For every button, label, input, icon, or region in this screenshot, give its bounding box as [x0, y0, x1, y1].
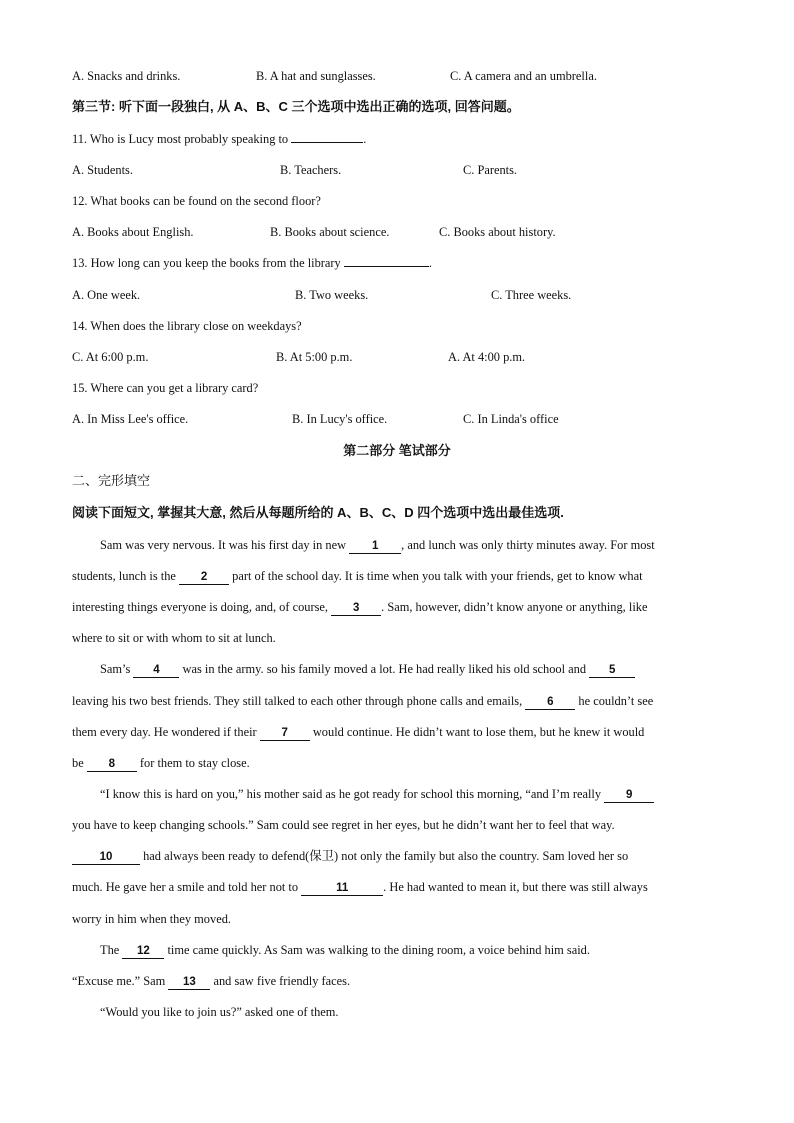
passage-text: , and lunch was only thirty minutes away. For most	[401, 538, 655, 552]
part2-title: 第二部分 笔试部分	[343, 443, 451, 458]
passage-line	[72, 755, 250, 772]
passage-text: time came quickly. As Sam was walking to the dining room, a voice behind him said.	[167, 943, 590, 957]
passage-text: Sam was very nervous. It was his first day in new	[100, 538, 347, 552]
passage-text: had always been ready to defend(保卫) not only the family but also the country. Sam loved her so	[143, 849, 629, 863]
cloze-blank-9: 9	[604, 789, 654, 803]
cloze-blank-12: 12	[122, 945, 164, 959]
q12-option-b: B. Books about science.	[270, 225, 390, 239]
q15-option-c: C. In Linda's office	[463, 412, 559, 426]
passage-line: “Would you like to join us?” asked one of them.	[100, 1005, 339, 1019]
passage-text: . Sam, however, didn’t know anyone or anything, like	[381, 600, 648, 614]
passage-text: he couldn’t see	[578, 694, 654, 708]
passage-text: The	[100, 943, 120, 957]
q13-option-a: A. One week.	[72, 288, 141, 302]
question-14: 14. When does the library close on weekdays?	[72, 319, 302, 333]
cloze-blank-8: 8	[87, 758, 137, 772]
q15-option-a: A. In Miss Lee's office.	[72, 412, 189, 426]
answer-blank	[291, 131, 363, 143]
passage-text: and saw five friendly faces.	[213, 974, 351, 988]
passage-line: worry in him when they moved.	[72, 912, 231, 926]
passage-line	[72, 724, 644, 741]
q15-option-b: B. In Lucy's office.	[292, 412, 388, 426]
passage-text: for them to stay close.	[139, 756, 250, 770]
cloze-blank-2: 2	[179, 571, 229, 585]
q13-option-c: C. Three weeks.	[491, 288, 572, 302]
section2-heading: 二、完形填空	[72, 474, 151, 489]
cloze-blank-5: 5	[589, 664, 635, 678]
q13-option-b: B. Two weeks.	[295, 288, 369, 302]
passage-line	[100, 537, 655, 554]
cloze-blank-10: 10	[72, 851, 140, 865]
passage-line	[72, 973, 350, 990]
passage-line	[100, 661, 635, 678]
question-15: 15. Where can you get a library card?	[72, 381, 259, 395]
passage-text: leaving his two best friends. They still talked to each other through phone calls and emails,	[72, 694, 523, 708]
question-11	[72, 131, 366, 147]
passage-text: students, lunch is the	[72, 569, 176, 583]
question-stem: 13. How long can you keep the books from the library	[72, 256, 341, 270]
passage-line	[72, 568, 643, 585]
q10-option-b: B. A hat and sunglasses.	[256, 69, 376, 83]
cloze-blank-11: 11	[301, 882, 383, 896]
cloze-instruction: 阅读下面短文, 掌握其大意, 然后从每题所给的 A、B、C、D 四个选项中选出最佳选项.	[72, 505, 564, 520]
question-12: 12. What books can be found on the second floor?	[72, 194, 321, 208]
cloze-blank-13: 13	[168, 976, 210, 990]
passage-line	[100, 786, 654, 803]
passage-line	[72, 848, 628, 865]
passage-text: . He had wanted to mean it, but there was still always	[383, 880, 648, 894]
passage-text: would continue. He didn’t want to lose them, but he knew it would	[312, 725, 645, 739]
passage-text: “I know this is hard on you,” his mother said as he got ready for school this morning, “and I’m really	[100, 787, 602, 801]
q11-option-c: C. Parents.	[463, 163, 518, 177]
q10-option-a: A. Snacks and drinks.	[72, 69, 181, 83]
answer-blank	[344, 255, 429, 267]
passage-line: you have to keep changing schools.” Sam could see regret in her eyes, but he didn’t want her to feel that way.	[72, 818, 615, 832]
question-13	[72, 255, 432, 271]
question-suffix: .	[363, 132, 367, 146]
cloze-blank-1: 1	[349, 540, 401, 554]
passage-text: was in the army. so his family moved a lot. He had really liked his old school and	[182, 662, 587, 676]
question-stem: 11. Who is Lucy most probably speaking to	[72, 132, 289, 146]
q11-option-a: A. Students.	[72, 163, 133, 177]
q12-option-a: A. Books about English.	[72, 225, 194, 239]
cloze-blank-7: 7	[260, 727, 310, 741]
q14-option-c: C. At 6:00 p.m.	[72, 350, 149, 364]
passage-line	[100, 942, 590, 959]
cloze-blank-4: 4	[133, 664, 179, 678]
question-suffix: .	[428, 256, 432, 270]
q14-option-a: A. At 4:00 p.m.	[448, 350, 526, 364]
passage-line	[72, 599, 647, 616]
passage-text: much. He gave her a smile and told her not to	[72, 880, 299, 894]
q10-option-c: C. A camera and an umbrella.	[450, 69, 597, 83]
passage-line	[72, 693, 653, 710]
passage-text: interesting things everyone is doing, and, of course,	[72, 600, 329, 614]
passage-text: part of the school day. It is time when you talk with your friends, get to know what	[232, 569, 643, 583]
q11-option-b: B. Teachers.	[280, 163, 342, 177]
passage-line	[72, 879, 648, 896]
q12-option-c: C. Books about history.	[439, 225, 556, 239]
passage-text: them every day. He wondered if their	[72, 725, 257, 739]
passage-text: Sam’s	[100, 662, 131, 676]
q14-option-b: B. At 5:00 p.m.	[276, 350, 353, 364]
cloze-blank-3: 3	[331, 602, 381, 616]
passage-line: where to sit or with whom to sit at lunch.	[72, 631, 276, 645]
section3-instruction: 第三节: 听下面一段独白, 从 A、B、C 三个选项中选出正确的选项, 回答问题。	[72, 99, 520, 114]
cloze-blank-6: 6	[525, 696, 575, 710]
passage-text: “Excuse me.” Sam	[72, 974, 166, 988]
passage-text: be	[72, 756, 84, 770]
